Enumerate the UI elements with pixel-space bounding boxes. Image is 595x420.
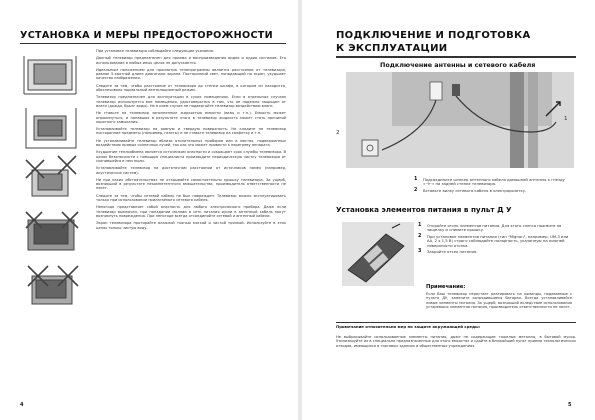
diagram-label-1: 1 — [564, 116, 568, 122]
page-number-right: 5 — [568, 402, 572, 408]
page-number-left: 4 — [20, 402, 24, 408]
paragraph: Телевизор предназначен для эксплуатации в сухих помещениях. Если в отдельных случаях телевизор используется вне помещения, удостоверьтесь в том, что он надежно защищен от влаги (дождя, брызг воды). Не в коем случае не подвергайте телевизор воздействию влаги. — [96, 95, 286, 108]
diagram-label-2: 2 — [336, 130, 340, 136]
tv-shelf-illustration — [24, 56, 76, 94]
list-item — [418, 235, 574, 248]
paragraph: Идеальным положением для просмотра телепрограммы является расстояние от телевизора, равное 5-кратной длине диагонали экрана. Посторонний свет, попадающий на экран, ухудшает качество изображения. — [96, 67, 286, 81]
step-text: Вставьте вилку сетевого кабеля в электророзетку. — [423, 187, 527, 193]
step-number: 2 — [418, 233, 422, 239]
antenna-connection-diagram — [346, 72, 574, 168]
antenna-section-title: Подключение антенны и сетевого кабеля — [380, 61, 536, 69]
title-underline — [20, 43, 286, 44]
step-number: 3 — [418, 249, 422, 255]
note-text: Если Ваш телевизор перестает реагировать на команды, подаваемые с пульта ДУ, замените разрядившиеся батареи. Всегда устанавливайте новые элементы питания. За ущерб, возникший вследствие использования устаревших элементов питания, производитель ответственности не несет. — [426, 292, 572, 309]
divider — [336, 322, 576, 323]
paragraph: Экран телевизора протирайте влажной тканью мягкой и чистой тряпкой. Используйте в этих целях только чистую воду. — [96, 221, 286, 230]
paragraph: Ухудшение теплообмена является источником опасности и сокращает срок службы телевизора. В целях безопасности с помощью специалиста производите периодическую чистку телевизора от скопившейся в нем пыли. — [96, 150, 286, 163]
antenna-steps — [414, 178, 574, 195]
battery-steps — [418, 224, 574, 256]
paragraph: Устанавливайте телевизор на достаточном расстоянии от источников помех (например, акустических систем). — [96, 166, 286, 175]
tv-cabinet-illustration — [26, 108, 76, 148]
battery-section-title: Установка элементов питания в пульт Д У — [336, 205, 512, 214]
remote-battery-illustration — [342, 222, 414, 286]
right-page — [302, 0, 595, 420]
paragraph: При установке телевизора соблюдайте следующие указания. — [96, 49, 215, 53]
paragraph: Не ставьте на телевизор заполненные жидкостью емкости (вазы и т.п.). Емкость может опрокинуться, и попавшая в результате этого в телевизор жидкость может стать причиной короткого замыкания. — [96, 111, 286, 124]
step-text: При установке элементов питания (тип "Mignon", например, UM-3 или АА, 2 x 1,5 В) строго соблюдайте полярность, указанную на нижней поверхности отсека. — [427, 233, 569, 248]
step-text: Подсоедините штекер антенного кабеля домашней антенны к гнезду «⊣⊢» на задней стенке телевизора. — [423, 177, 565, 187]
paragraph: Данный телевизор предназначен для приема и воспроизведения видео и аудио сигналов. Его использование в любых иных целях не допускается. — [96, 56, 286, 65]
list-item — [418, 224, 574, 233]
step-text: Откройте отсек элементов питания. Для этого слегка нажмите на защелку и снимите крышку. — [427, 223, 562, 233]
step-number: 1 — [414, 177, 418, 182]
paragraph: Не устанавливайте телевизор вблизи отопительных приборов или в местах, подверженных воздействию прямых солнечных лучей, так как это может привести к перегреву аппарата. — [96, 138, 286, 148]
list-item — [414, 189, 574, 193]
environment-note-title: Примечание относительно мер по защите окружающей среды: — [336, 324, 481, 329]
antenna-wall-socket — [362, 140, 378, 156]
no-liquid-illustration — [26, 156, 76, 196]
no-objects-illustration — [26, 212, 78, 250]
right-page-title-line1: ПОДКЛЮЧЕНИЕ И ПОДГОТОВКА — [336, 30, 531, 41]
right-page-title-line2: К ЭКСПЛУАТАЦИИ — [336, 43, 448, 54]
list-item — [414, 178, 574, 187]
paragraph: Непогода представляет собой опасность для любого электрического прибора. Даже если телевизор выключен, при попадании молнии в сеть питания и/или в антенный кабель могут возникнуть повреждения. При непогоде всегда отсоединяйте сетевой и антенный кабели. — [96, 205, 286, 218]
step-number: 2 — [414, 187, 418, 193]
precaution-illustrations — [22, 52, 84, 382]
left-page-title: УСТАНОВКА И МЕРЫ ПРЕДОСТОРОЖНОСТИ — [20, 30, 273, 41]
no-heat-illustration — [28, 266, 78, 304]
note-title: Примечание: — [426, 284, 466, 290]
paragraph: Устанавливайте телевизор на ровную и твердую поверхность. Не кладите на телевизор посторонние предметы (например, газеты) и не ставьте телевизор на салфетку и т.п. — [96, 127, 286, 136]
environment-note-text: Не выбрасывайте использованные элементы питания, даже не содержащие тяжелые металлы, в бытовой мусор. Утилизируйте их в специально предназначенных для этого емкостях и сдайте в ближайший пункт приема технологических отходов, имеющихся в торговых зданиях и общественных учреждениях. — [336, 335, 576, 348]
paragraph: Следите за тем, чтобы расстояние от телевизора до стенки шкафа, в котором он находится, обеспечивало нормальный вентиляционный режим. — [96, 83, 286, 93]
list-item — [418, 250, 574, 254]
paragraph: Ни при каких обстоятельствах не открывайте самостоятельно крышку телевизора. За ущерб, возникший в результате некомпетентного вмешательства, производитель ответственности не несет. — [96, 177, 286, 191]
paragraph: Следите за тем, чтобы сетевой кабель не был поврежден. Телевизор можно эксплуатировать только при использовании прилагаемого сетевого кабеля. — [96, 193, 286, 203]
title-underline — [336, 56, 576, 58]
step-text: Закройте отсек питания. — [427, 249, 478, 255]
antenna-socket — [430, 82, 442, 100]
step-number: 1 — [418, 223, 422, 228]
